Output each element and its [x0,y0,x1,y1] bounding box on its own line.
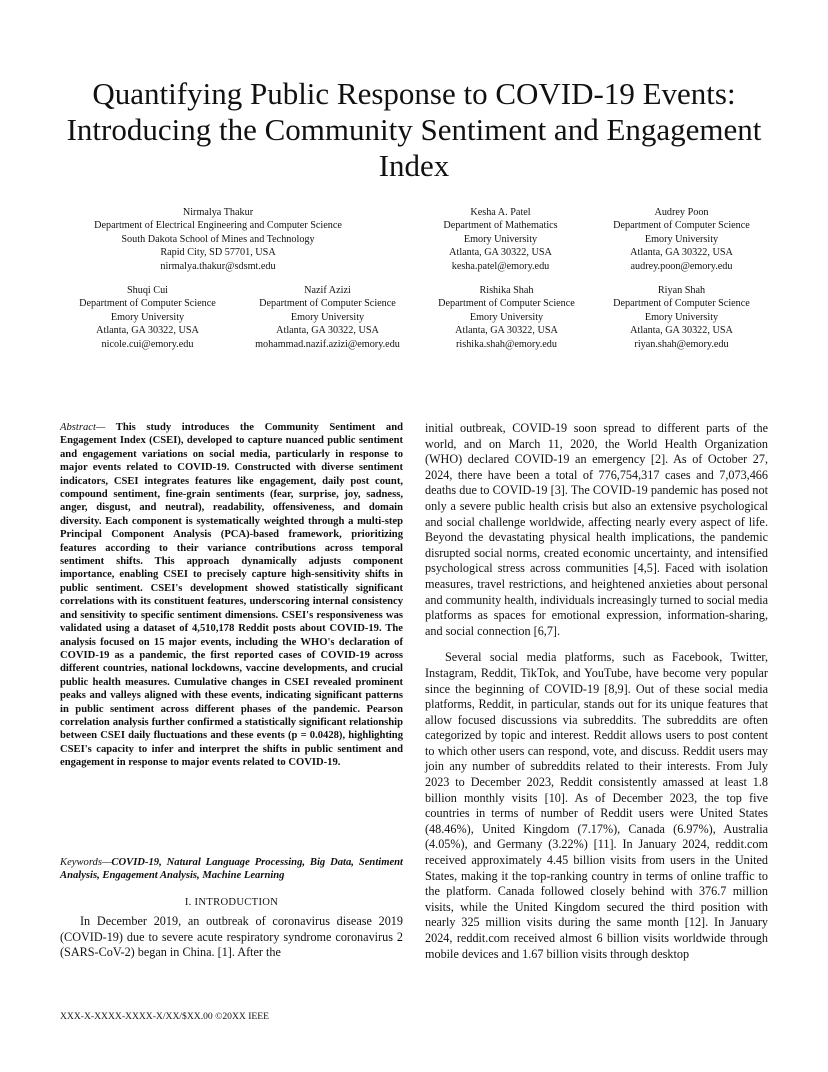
author-organization: Emory University [644,233,719,245]
body-paragraph: Several social media platforms, such as Facebook, Twitter, Instagram, Reddit, TikTok, and YouTube, have become very popular since the beginning of COVID-19 [8,9]. Out of these social media platforms, Reddit, in particular, stands out for its unique features that allow focused discussions via subreddits. The subreddits are often categorized by topic and interest. Reddit allows users to post content to which other users can respond, vote, and discuss. Reddit users may join any number of subreddits related to their interests. From July 2023 to December 2023, Reddit consistently amassed at least 1.8 billion monthly visits [10]. As of December 2023, the top five countries in terms of number of Reddit users were United States (48.46%), United Kingdom (7.17%), Canada (6.97%), Australia (4.05%), and Germany (3.22%) [11]. In January 2024, reddit.com received approximately 4.45 billion visits from users in the United States, making it the top-ranking country in terms of online traffic to the platform. Canada followed closely behind with 376.7 million visits, while the United Kingdom secured the third position with nearly 325 million visits during the same month [12]. In January 2024, reddit.com received almost 6 billion visits worldwide through mobile devices and 1.67 billion visits through desktop [425,650,768,961]
author-organization: Emory University [290,311,365,323]
author-name: Kesha A. Patel [470,207,531,218]
author-organization: South Dakota School of Mines and Technology [121,233,315,245]
author-organization: Emory University [469,311,544,323]
author-email: riyan.shah@emory.edu [634,338,729,350]
author-department: Department of Electrical Engineering and Computer Science [94,220,342,232]
author-name: Audrey Poon [654,207,709,218]
author-organization: Emory University [463,233,538,245]
author-name: Nazif Azizi [304,285,351,296]
paper-title: Quantifying Public Response to COVID-19 Events: Introducing the Community Sentiment and Engagement Index [66,76,762,183]
author-department: Department of Mathematics [443,220,558,232]
author-block [58,206,378,273]
copyright-footer: XXX-X-XXXX-XXXX-X/XX/$XX.00 ©20XX IEEE [60,1011,269,1022]
author-email: nirmalya.thakur@sdsmt.edu [160,260,276,272]
author-block [419,284,594,351]
author-department: Department of Computer Science [613,220,750,232]
body-paragraph: initial outbreak, COVID-19 soon spread to different parts of the world, and on March 11, 2020, the World Health Organization (WHO) declared COVID-19 an emergency [2]. As of October 27, 2024, there have been a total of 776,754,317 cases and 7,073,466 deaths due to COVID-19 [3]. The COVID-19 pandemic has posed not only a severe public health crisis but also an extensive psychological and social challenge worldwide, affecting nearly every aspect of life. Beyond the devastating physical health implications, the pandemic disrupted social norms, created economic uncertainty, and intensified psychological stress across communities [4,5]. Faced with isolation measures, travel restrictions, and heightened anxieties about personal and community health, individuals increasingly turned to social media platforms as spaces for emotional expression, information-sharing, and social connection [6,7]. [425,421,768,638]
keywords [60,856,403,883]
author-block [240,284,415,351]
keywords-label: Keywords— [60,857,112,868]
author-location: Atlanta, GA 30322, USA [630,325,733,337]
author-block [413,206,588,273]
section-heading-introduction: I. INTRODUCTION [184,897,279,908]
author-department: Department of Computer Science [613,298,750,310]
author-organization: Emory University [644,311,719,323]
author-email: nicole.cui@emory.edu [101,338,194,350]
keywords-text: COVID-19, Natural Language Processing, Big Data, Sentiment Analysis, Engagement Analysis, Machine Learning [60,857,403,882]
author-name: Rishika Shah [479,285,534,296]
author-department: Department of Computer Science [79,298,216,310]
right-column [425,421,768,962]
author-location: Atlanta, GA 30322, USA [455,325,558,337]
author-department: Department of Computer Science [438,298,575,310]
author-email: rishika.shah@emory.edu [456,338,557,350]
author-location: Atlanta, GA 30322, USA [96,325,199,337]
author-row-1 [0,206,828,276]
author-name: Nirmalya Thakur [182,207,254,218]
author-block [594,284,769,351]
author-block [60,284,235,351]
author-location: Atlanta, GA 30322, USA [449,247,552,259]
author-department: Department of Computer Science [259,298,396,310]
intro-paragraph: In December 2019, an outbreak of coronavirus disease 2019 (COVID-19) due to severe acute respiratory syndrome coronavirus 2 (SARS-CoV-2) began in China. [1]. After the [60,914,403,960]
author-email: audrey.poon@emory.edu [630,260,733,272]
author-organization: Emory University [110,311,185,323]
author-name: Shuqi Cui [126,285,169,296]
abstract-label: Abstract— [60,422,106,433]
author-email: mohammad.nazif.azizi@emory.edu [255,338,400,350]
author-location: Atlanta, GA 30322, USA [276,325,379,337]
author-location: Rapid City, SD 57701, USA [160,247,276,259]
abstract-text: This study introduces the Community Sentiment and Engagement Index (CSEI), developed to capture nuanced public sentiment and engagement variations on social media, particularly in response to major events related to COVID-19. Constructed with diverse sentiment indicators, CSEI integrates features like engagement, daily post count, compound sentiment, fine-grain sentiments (fear, surprise, joy, sadness, anger, disgust, and neutral), readability, offensiveness, and domain diversity. Each component is systematically weighted through a multi-step Principal Component Analysis (PCA)-based framework, prioritizing features according to their variance contributions across temporal sentiment shifts. This approach dynamically adjusts component importance, enabling CSEI to precisely capture high-sensitivity shifts in public sentiment. CSEI's development showed statistically significant correlations with its constituent features, underscoring internal consistency and sensitivity to specific sentiment dimensions. CSEI's responsiveness was validated using a dataset of 4,510,178 Reddit posts about COVID-19. The analysis focused on 15 major events, including the WHO's declaration of COVID-19 as a pandemic, the first reported cases of COVID-19 across different countries, national lockdowns, vaccine developments, and crucial public health measures. Cumulative changes in CSEI revealed prominent peaks and valleys aligned with these events, indicating significant patterns in public sentiment across different phases of the pandemic. Pearson correlation analysis further confirmed a statistically significant relationship between CSEI daily fluctuations and these events (p = 0.0428), highlighting CSEI's capacity to infer and interpret the shifts in public sentiment and engagement in response to major events related to COVID-19. [60,422,403,769]
author-name: Riyan Shah [657,285,706,296]
author-row-2 [0,284,828,354]
author-email: kesha.patel@emory.edu [451,260,550,272]
author-block [594,206,769,273]
abstract [60,421,403,770]
author-location: Atlanta, GA 30322, USA [630,247,733,259]
